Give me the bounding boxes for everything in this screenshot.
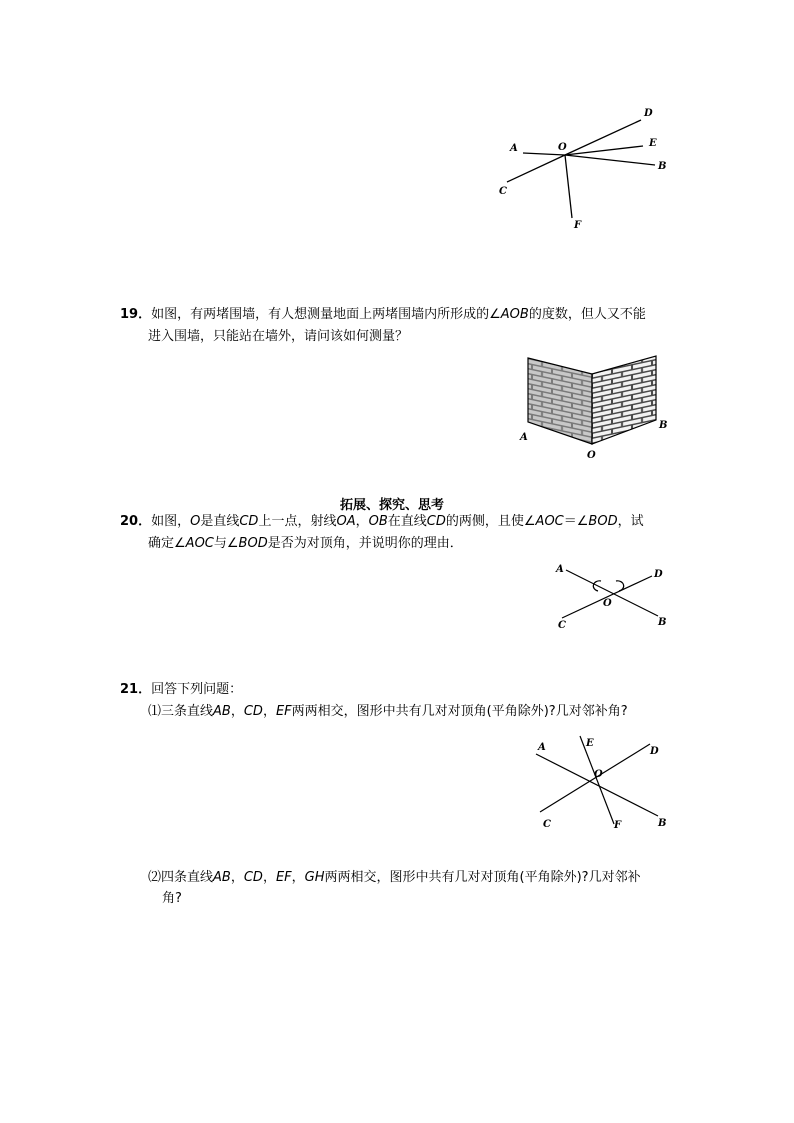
label-o: O — [587, 450, 596, 461]
question-number: 21． — [120, 682, 152, 697]
line-ab — [536, 754, 658, 816]
line-ob — [565, 155, 655, 165]
question-20-line1: 20．如图，O是直线CD上一点，射线OA，OB在直线CD的两侧，且使∠AOC＝∠BOD，试 — [120, 514, 644, 529]
section-heading: 拓展、探究、思考 — [340, 498, 445, 513]
figure-intersecting-lines — [550, 560, 675, 630]
label-a: A — [520, 432, 528, 443]
label-e: E — [649, 138, 657, 149]
right-wall — [592, 356, 656, 444]
label-b: B — [659, 420, 668, 431]
question-number: 19． — [120, 307, 152, 322]
label-o: O — [603, 598, 612, 609]
label-f: F — [574, 220, 582, 231]
label-b: B — [658, 161, 667, 172]
label-o: O — [558, 142, 567, 153]
label-b: B — [658, 617, 667, 628]
figure-three-lines — [528, 732, 673, 832]
line-od — [565, 120, 641, 155]
label-a: A — [538, 742, 546, 753]
left-wall — [528, 358, 592, 444]
label-d: D — [654, 569, 663, 580]
question-19-line1: 19．如图，有两堵围墙，有人想测量地面上两堵围墙内所形成的∠AOB的度数，但人又不能 — [120, 307, 646, 322]
label-e: E — [586, 738, 594, 749]
label-c: C — [499, 186, 507, 197]
label-b: B — [658, 818, 667, 829]
label-d: D — [644, 108, 653, 119]
question-20-line2: 确定∠AOC与∠BOD是否为对顶角，并说明你的理由． — [148, 536, 463, 551]
angle-arc-bod — [616, 581, 624, 591]
line-of — [565, 155, 572, 218]
question-19-line2: 进入围墙，只能站在墙外，请问该如何测量？ — [148, 329, 409, 344]
question-number: 20． — [120, 514, 152, 529]
line-ao — [523, 153, 565, 155]
label-c: C — [543, 819, 551, 830]
label-c: C — [558, 620, 566, 630]
line-oe — [565, 146, 643, 155]
label-f: F — [614, 820, 622, 831]
question-21-intro: 21．回答下列问题： — [120, 682, 243, 697]
line-ef — [580, 736, 614, 824]
question-21-part2-line2: 角? — [162, 891, 182, 906]
line-oc — [507, 155, 565, 182]
figure-rays-from-o — [495, 100, 675, 235]
figure-brick-walls — [512, 350, 672, 462]
label-a: A — [510, 143, 518, 154]
label-d: D — [650, 746, 659, 757]
question-21-part1: ⑴三条直线AB，CD，EF两两相交，图形中共有几对对顶角(平角除外)?几对邻补角? — [148, 704, 628, 719]
line-cd — [562, 576, 652, 618]
question-21-part2-line1: ⑵四条直线AB，CD，EF，GH两两相交，图形中共有几对对顶角(平角除外)?几对邻补 — [148, 870, 641, 885]
label-o: O — [594, 769, 603, 780]
label-a: A — [556, 564, 564, 575]
